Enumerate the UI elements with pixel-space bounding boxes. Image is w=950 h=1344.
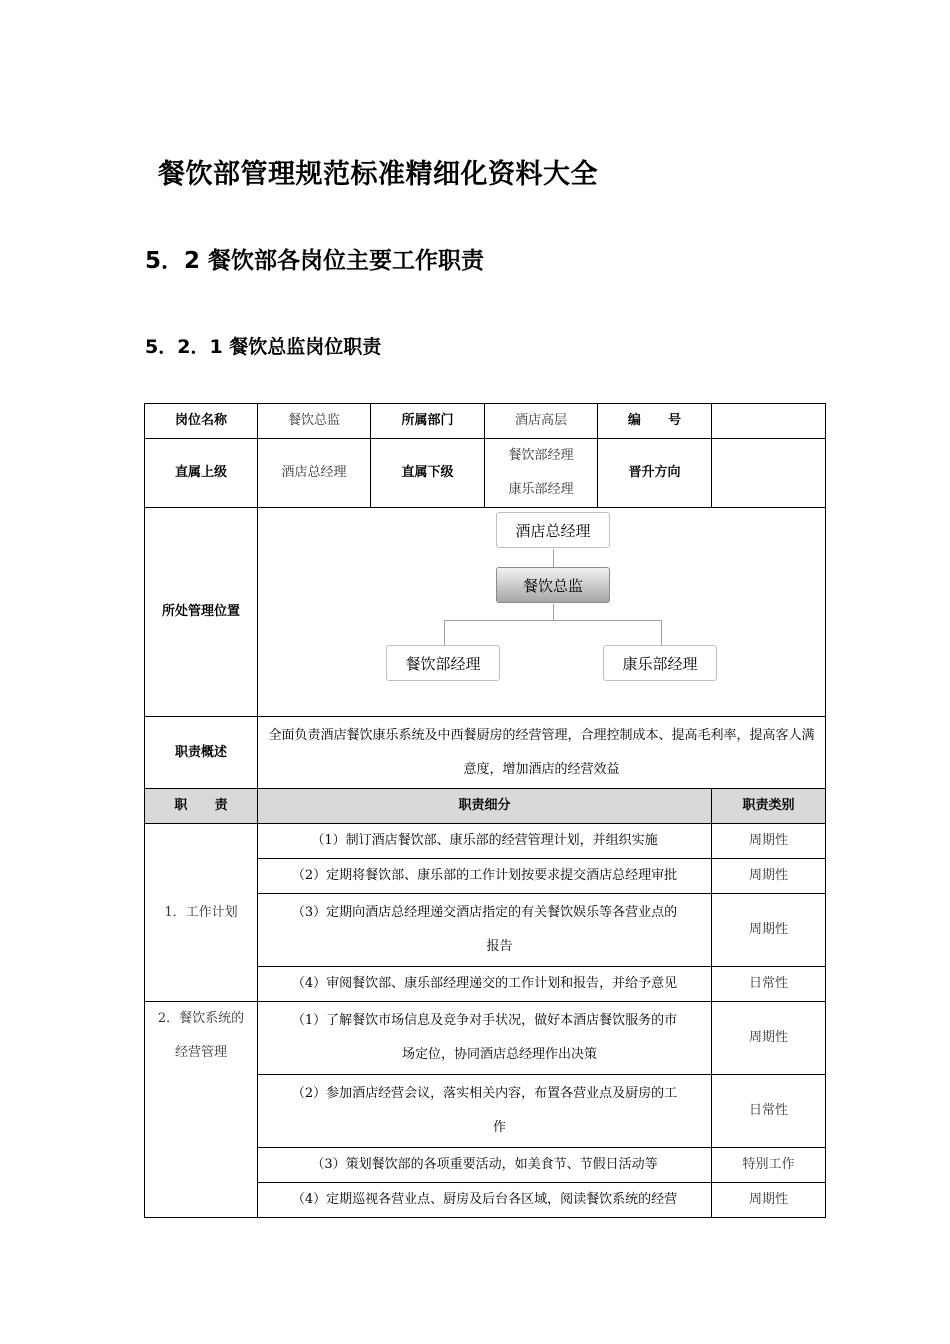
org-chart: [258, 508, 825, 716]
duty-type: 周期性: [712, 824, 826, 859]
subordinate-label: 直属下级: [371, 439, 485, 508]
duty-type: 周期性: [712, 894, 826, 967]
section-heading: 5．2 餐饮部各岗位主要工作职责: [145, 248, 485, 274]
duty-type: 周期性: [712, 1183, 826, 1218]
duty-item: （4）定期巡视各营业点、厨房及后台各区域，阅读餐饮系统的经营: [258, 1183, 712, 1218]
duty-item: （1）制订酒店餐饮部、康乐部的经营管理计划，并组织实施: [258, 824, 712, 859]
duty-item: （4）审阅餐饮部、康乐部经理递交的工作计划和报告，并给予意见: [258, 967, 712, 1002]
department-label: 所属部门: [371, 404, 485, 439]
duty-header-col2: 职责细分: [258, 789, 712, 824]
subordinate-2: 康乐部经理: [508, 482, 574, 497]
org-connector: [661, 620, 662, 645]
duty-header-row: [145, 789, 826, 824]
org-connector: [444, 620, 445, 645]
duty-item: [258, 894, 712, 967]
subordinate-value: [485, 439, 598, 508]
table-row: [145, 1002, 826, 1075]
duty-item-continuation: 作: [492, 1120, 506, 1135]
subsection-heading: 5．2．1 餐饮总监岗位职责: [145, 336, 382, 358]
org-node-current: 餐饮总监: [496, 567, 610, 603]
duty-group-2: [145, 1002, 258, 1218]
duty-item-line: （1）了解餐饮市场信息及竞争对手状况，做好本酒店餐饮服务的市: [291, 1013, 678, 1028]
duty-header-col3: 职责类别: [712, 789, 826, 824]
org-node-left: 餐饮部经理: [386, 645, 500, 681]
duty-type: 周期性: [712, 1002, 826, 1075]
table-row: [145, 717, 826, 789]
duty-type: 日常性: [712, 967, 826, 1002]
code-value: [712, 404, 826, 439]
duty-group-1: 1．工作计划: [145, 824, 258, 1002]
duty-type: 日常性: [712, 1075, 826, 1148]
duty-item: （3）策划餐饮部的各项重要活动，如美食节、节假日活动等: [258, 1148, 712, 1183]
duty-item: [258, 1002, 712, 1075]
superior-label: 直属上级: [145, 439, 258, 508]
org-node-right: 康乐部经理: [603, 645, 717, 681]
code-label: 编 号: [598, 404, 712, 439]
department-value: 酒店高层: [485, 404, 598, 439]
duty-type: 周期性: [712, 859, 826, 894]
table-row: [145, 439, 826, 508]
duty-item: （2）定期将餐饮部、康乐部的工作计划按要求提交酒店总经理审批: [258, 859, 712, 894]
duty-type: 特别工作: [712, 1148, 826, 1183]
duty-header-col1: 职 责: [145, 789, 258, 824]
duty-item: [258, 1075, 712, 1148]
position-value: 餐饮总监: [258, 404, 371, 439]
promotion-label: 晋升方向: [598, 439, 712, 508]
org-node-top: 酒店总经理: [496, 512, 610, 548]
duty-item-line: （2）参加酒店经营会议，落实相关内容，布置各营业点及厨房的工: [291, 1086, 678, 1101]
duty-group-2-line2: 经营管理: [174, 1045, 227, 1060]
summary-label: 职责概述: [145, 717, 258, 789]
duty-group-2-line1: 2．餐饮系统的: [157, 1011, 245, 1026]
org-connector: [444, 620, 662, 621]
position-label: 岗位名称: [145, 404, 258, 439]
superior-value: 酒店总经理: [258, 439, 371, 508]
org-connector: [553, 549, 554, 567]
table-row: [145, 508, 826, 717]
org-connector: [553, 604, 554, 620]
duty-item-continuation: 报告: [486, 939, 513, 954]
table-row: [145, 404, 826, 439]
org-chart-cell: [258, 508, 826, 717]
summary-text: 全面负责酒店餐饮康乐系统及中西餐厨房的经营管理，合理控制成本、提高毛利率，提高客人满意度，增加酒店的经营效益: [258, 717, 826, 789]
duty-item-line: （3）定期向酒店总经理递交酒店指定的有关餐饮娱乐等各营业点的: [291, 905, 678, 920]
org-label: 所处管理位置: [145, 508, 258, 717]
promotion-value: [712, 439, 826, 508]
subordinate-1: 餐饮部经理: [508, 448, 574, 463]
duty-item-continuation: 场定位，协同酒店总经理作出决策: [401, 1047, 597, 1062]
table-row: [145, 824, 826, 859]
document-title: 餐饮部管理规范标准精细化资料大全: [158, 159, 598, 190]
job-description-table: [144, 403, 826, 1218]
